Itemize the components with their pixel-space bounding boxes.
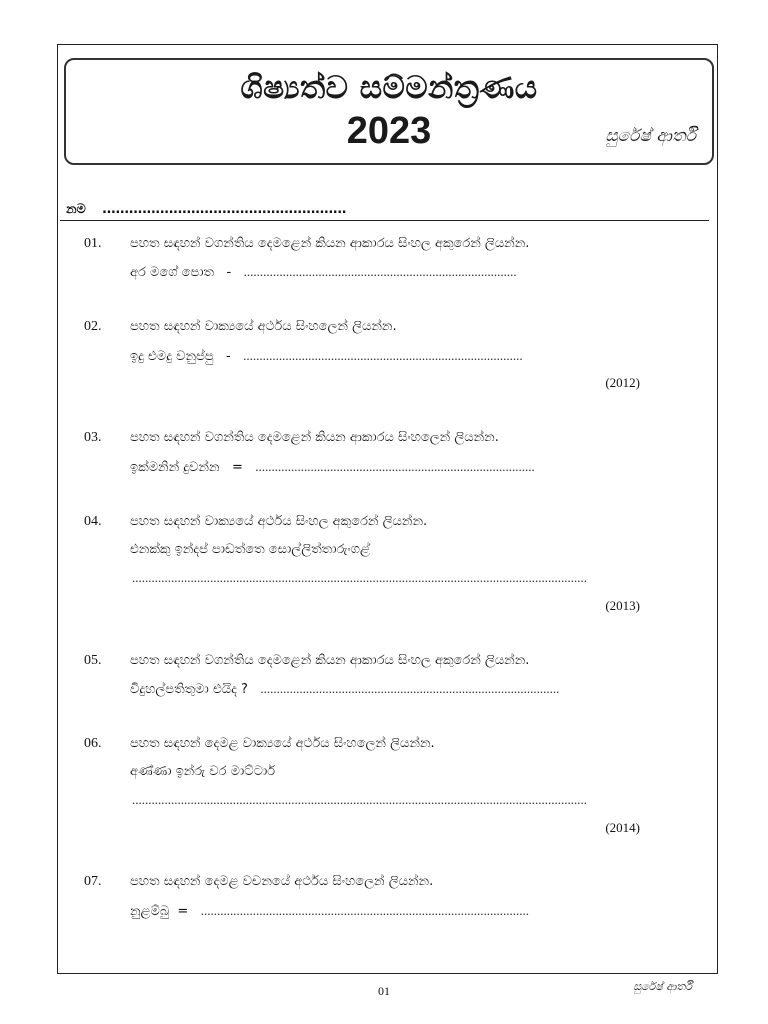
- prompt-separator: =: [177, 904, 189, 919]
- question-prompt-row: [130, 348, 523, 364]
- question-prompt: ඉක්මනින් දුවන්න: [130, 460, 220, 475]
- question-number: 02.: [84, 319, 102, 334]
- answer-line[interactable]: ....................................................................................: [243, 264, 517, 279]
- question-number: 07.: [84, 874, 102, 889]
- question-text: පහත සඳහන් දෙමළ වාක්‍යයේ අර්ථය සිංහලෙන් ලියන්න.: [130, 736, 435, 751]
- answer-line[interactable]: ............................................................................................................................................: [132, 792, 587, 807]
- question-prompt: නුළම්බු: [130, 904, 170, 919]
- title-box: [64, 58, 714, 165]
- prompt-separator: -: [226, 265, 232, 280]
- question-prompt: ඉදු එමදු වනුප්පු: [130, 349, 214, 364]
- name-row: [66, 202, 711, 222]
- answer-line[interactable]: ......................................................................................: [243, 348, 523, 363]
- question-prompt-row: [130, 459, 535, 475]
- question-number: 03.: [84, 430, 102, 445]
- question-prompt-row: [130, 903, 529, 919]
- question-prompt: විදුහල්පතිතුමා එයිද ?: [130, 682, 248, 697]
- question-text: පහත සඳහන් වගන්තිය දෙමළෙන් කියන ආකාරය සිංහල අකුරෙන් ලියන්න.: [130, 653, 530, 668]
- question-prompt-row: [130, 681, 559, 697]
- question-number: 05.: [84, 653, 102, 668]
- exam-year: (2013): [605, 598, 640, 613]
- answer-line[interactable]: ............................................................................................: [260, 681, 560, 696]
- question-text: පහත සඳහන් වාක්‍යයේ අර්ථය සිංහලෙන් ලියන්න.: [130, 319, 397, 334]
- answer-line[interactable]: .....................................................................................................: [200, 903, 529, 918]
- title-year: 2023: [346, 110, 432, 152]
- exam-year: (2012): [605, 375, 640, 390]
- exam-year: (2014): [605, 820, 640, 835]
- question-number: 04.: [84, 514, 102, 529]
- name-divider: [60, 220, 709, 221]
- prompt-separator: =: [231, 460, 243, 475]
- name-label: නම: [66, 202, 86, 217]
- prompt-separator: -: [226, 349, 231, 364]
- answer-line[interactable]: ......................................................................................: [255, 459, 535, 474]
- author-signature: සුරේෂ් ආර්ති: [605, 126, 696, 146]
- name-input-line[interactable]: .......................................................: [102, 202, 347, 217]
- page-title: ශිෂ්‍යත්ව සම්මන්ත්‍රණය: [240, 70, 538, 106]
- question-prompt: අණ්ණා ඉන්රු වර මාට්ටාර්: [130, 764, 276, 779]
- page-number: 01: [378, 984, 390, 998]
- question-prompt: එනක්කු ඉන්දප් පාඩත්තෙ සොල්ලිත්තාරුංගළ්: [130, 542, 370, 557]
- question-text: පහත සඳහන් වාක්‍යයේ අර්ථය සිංහල අකුරෙන් ලියන්න.: [130, 514, 428, 529]
- footer-signature: සුරේෂ් ආර්ති: [633, 980, 692, 993]
- question-number: 06.: [84, 736, 102, 751]
- question-text: පහත සඳහන් දෙමළ වචනයේ අර්ථය සිංහලෙන් ලියන්න.: [130, 874, 434, 889]
- question-prompt-row: [130, 264, 517, 280]
- question-prompt: අර මගේ පොත: [130, 265, 215, 280]
- answer-line[interactable]: ............................................................................................................................................: [132, 570, 587, 585]
- question-number: 01.: [84, 236, 102, 251]
- question-text: පහත සඳහන් වගන්තිය දෙමළෙන් කියන ආකාරය සිංහල අකුරෙන් ලියන්න.: [130, 236, 530, 251]
- question-text: පහත සඳහන් වගන්තිය දෙමළෙන් කියන ආකාරය සිංහලෙන් ලියන්න.: [130, 430, 499, 445]
